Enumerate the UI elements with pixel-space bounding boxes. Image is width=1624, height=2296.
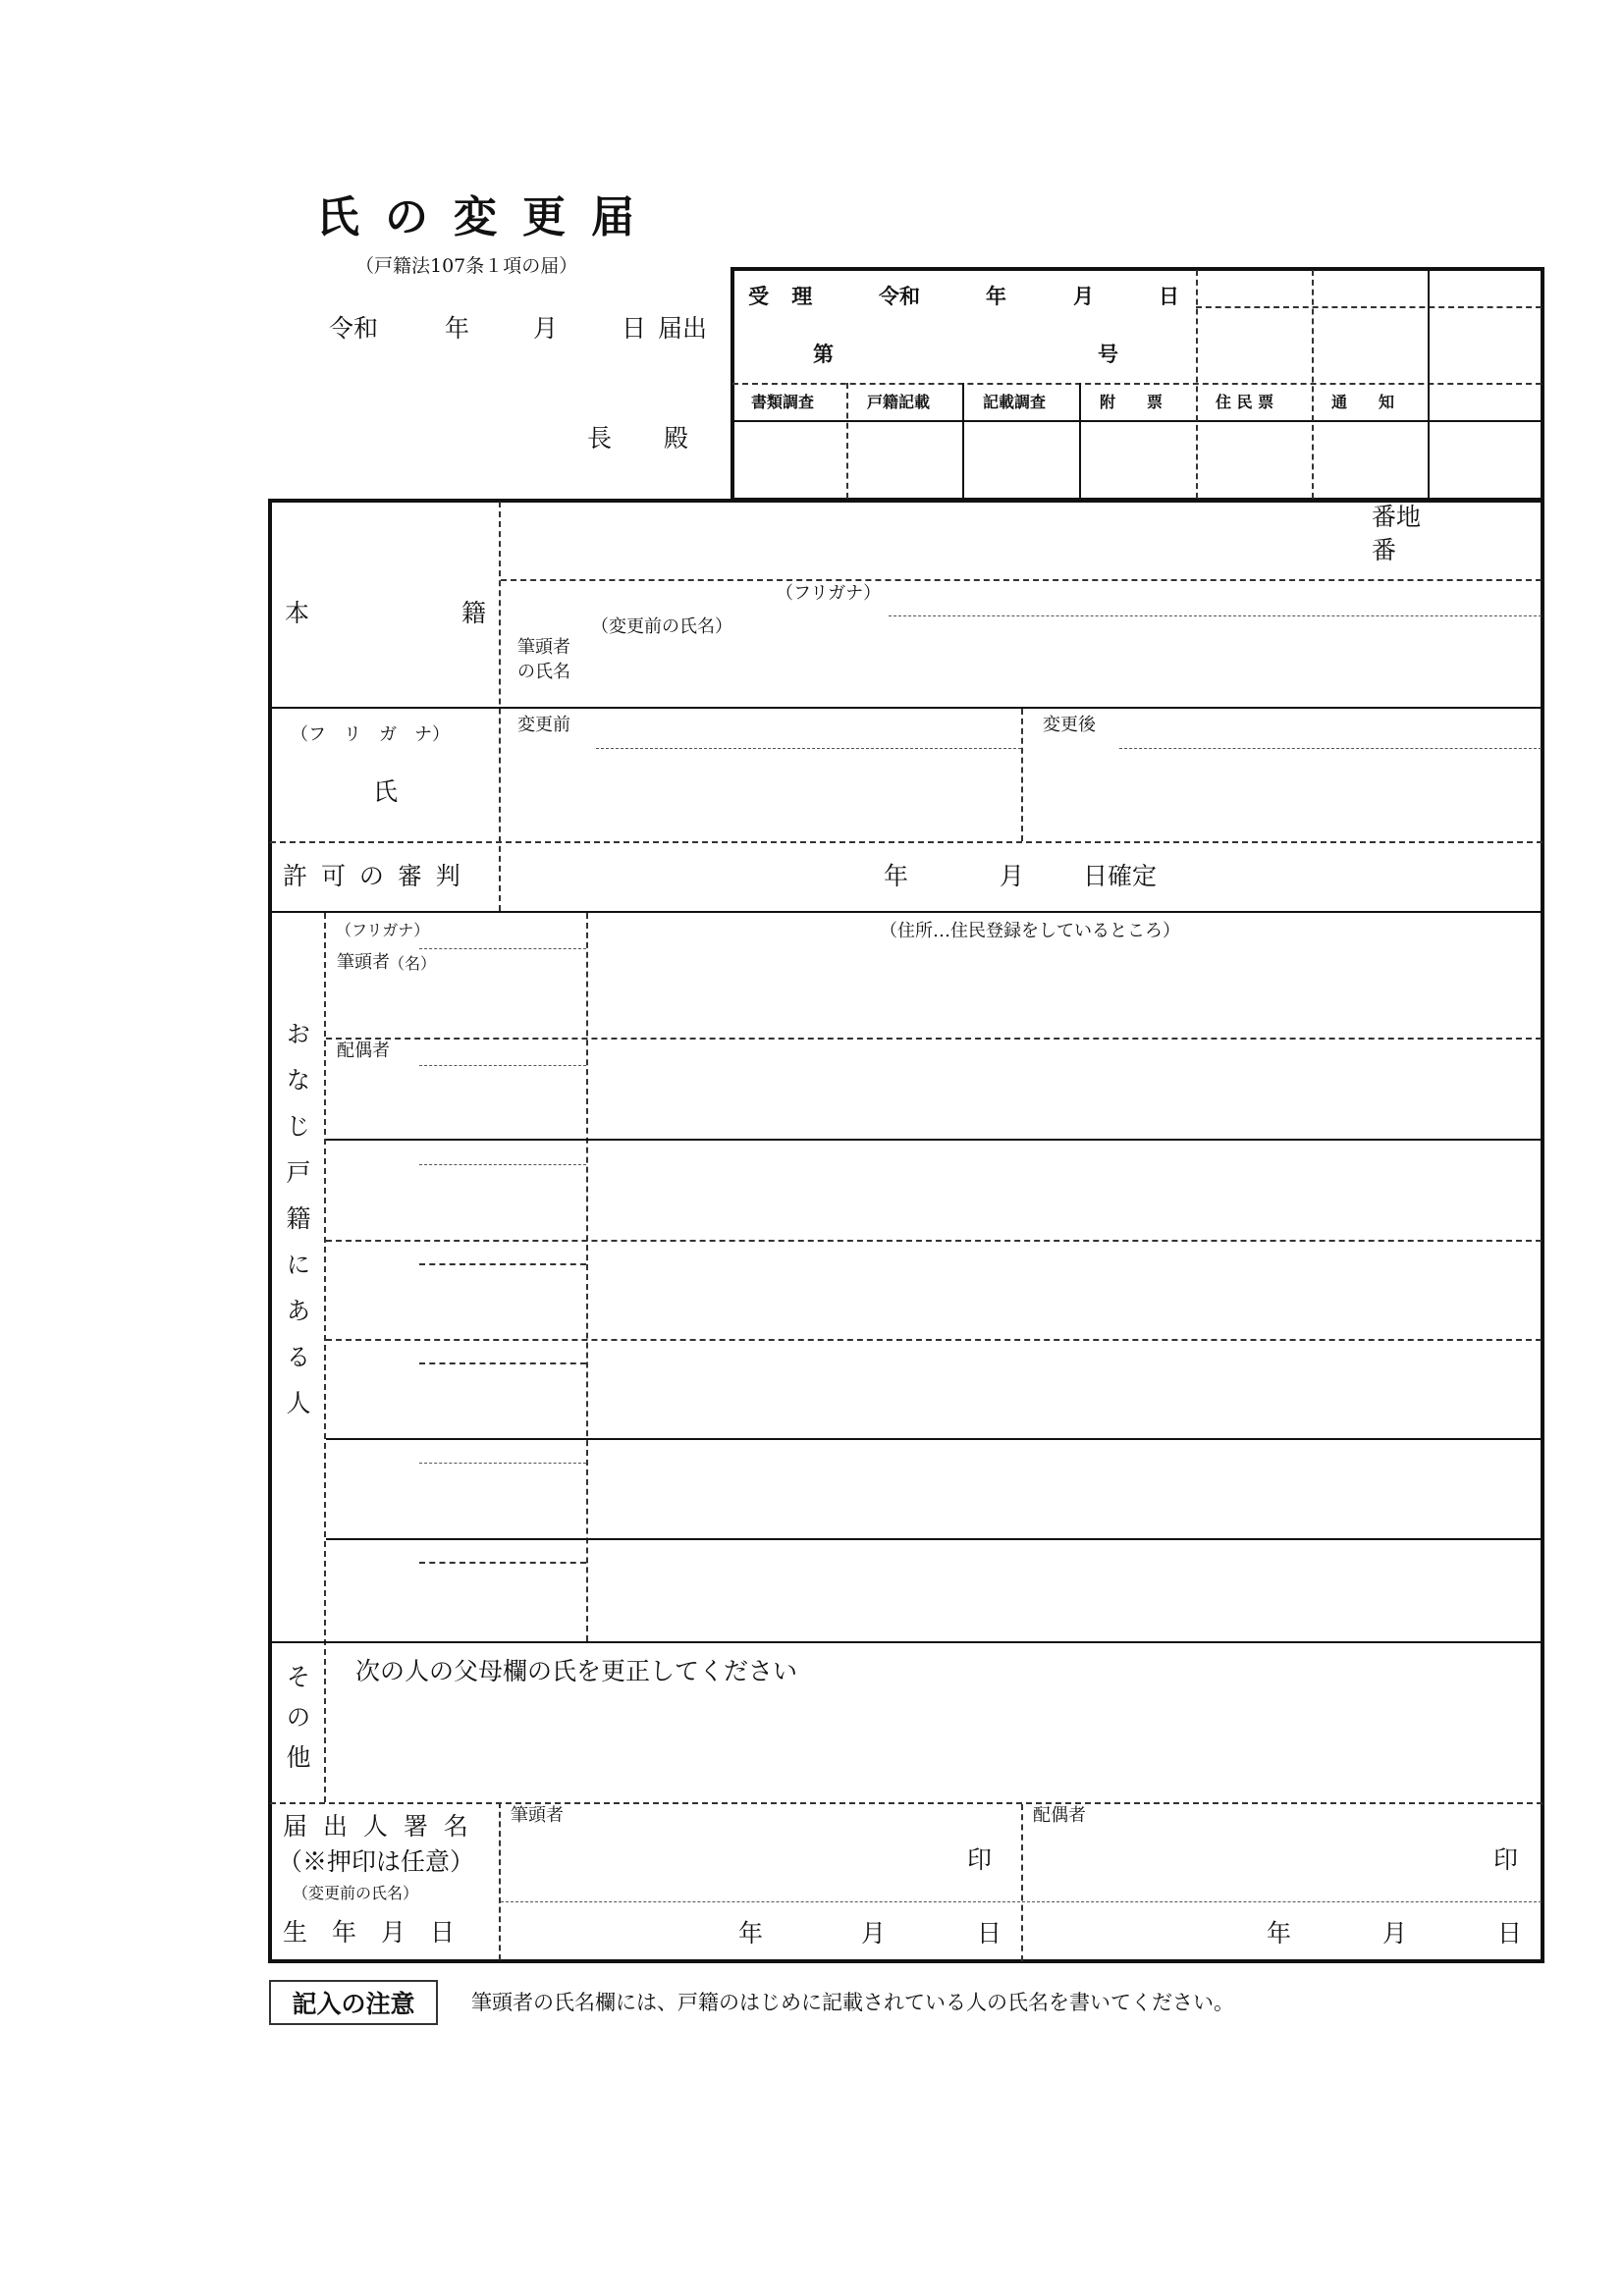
honseki-label-right: 籍: [461, 599, 487, 627]
banchi-label: 番地: [1372, 503, 1422, 531]
member-7-name-field[interactable]: [329, 1568, 582, 1636]
member-4-name-field[interactable]: [329, 1269, 582, 1334]
surname-label: 氏: [373, 777, 399, 806]
head-birth-day: 日: [977, 1919, 1002, 1948]
receipt-era: 令和: [879, 284, 920, 308]
col-resident-record: 住 民 票: [1216, 393, 1274, 411]
surname-before-furigana-field[interactable]: [596, 719, 1013, 744]
surname-after-field[interactable]: [1029, 756, 1537, 834]
col-document-check: 書類調査: [751, 393, 815, 411]
day-label: 日: [622, 314, 647, 343]
member-4-address-field[interactable]: [594, 1245, 1537, 1335]
birthdate-label: 生 年 月 日: [283, 1918, 456, 1947]
signature-label: 届 出 人 署 名: [283, 1812, 472, 1841]
submission-date: [329, 316, 722, 346]
addressee-label: 長 殿: [587, 424, 703, 453]
honseki-label-left: 本: [285, 599, 310, 627]
number-prefix: 第: [813, 342, 834, 366]
spouse-birthdate-field[interactable]: [1029, 1909, 1260, 1954]
spouse-birth-year: 年: [1267, 1919, 1292, 1948]
same-register-label: おなじ戸籍にある人: [283, 1021, 311, 1436]
number-suffix: 号: [1098, 342, 1118, 366]
addressee-field[interactable]: [329, 412, 574, 461]
signer-spouse-label: 配偶者: [1033, 1805, 1086, 1826]
permission-confirmed: 日確定: [1083, 862, 1158, 890]
receipt-year: 年: [986, 284, 1006, 308]
head-name-field[interactable]: [599, 643, 1537, 700]
other-text: 次の人の父母欄の氏を更正してください: [355, 1657, 798, 1685]
permission-label: 許 可 の 審 判: [283, 862, 463, 890]
year-label: 年: [445, 314, 470, 343]
receipt-field[interactable]: [746, 280, 1188, 373]
member-6-name-field[interactable]: [329, 1468, 582, 1533]
head-birth-year: 年: [738, 1919, 764, 1948]
surname-before-label: 変更前: [517, 715, 570, 735]
col-register-entry: 戸籍記載: [867, 393, 931, 411]
surname-after-furigana-field[interactable]: [1119, 719, 1537, 744]
form-title: 氏の変更届: [316, 192, 660, 242]
spouse-signature-field[interactable]: [1029, 1832, 1486, 1896]
submitted-label: 届出: [658, 314, 708, 343]
permission-date-field[interactable]: [506, 846, 1537, 905]
seal-optional-label: （※押印は任意）: [278, 1847, 475, 1876]
member-7-address-field[interactable]: [594, 1543, 1537, 1636]
col-entry-check: 記載調査: [983, 393, 1047, 411]
honseki-address-field[interactable]: [506, 506, 1360, 574]
member-3-name-field[interactable]: [329, 1170, 582, 1235]
member-3-address-field[interactable]: [594, 1144, 1537, 1235]
member-spouse-label: 配偶者: [337, 1041, 390, 1061]
form-subtitle: （戸籍法107条１項の届）: [355, 255, 578, 277]
spouse-birth-day: 日: [1497, 1919, 1523, 1948]
surname-before-field[interactable]: [506, 756, 1013, 834]
era-label: 令和: [329, 314, 379, 343]
ban-label: 番: [1372, 536, 1397, 564]
member-6-address-field[interactable]: [594, 1443, 1537, 1533]
signer-head-label: 筆頭者: [511, 1805, 564, 1826]
spouse-seal-mark: 印: [1493, 1845, 1519, 1874]
honseki-furigana-label: （フリガナ）: [776, 583, 882, 604]
surname-furigana-label: （フ リ ガ ナ）: [291, 724, 450, 745]
previous-name-label: （変更前の氏名）: [293, 1884, 419, 1902]
head-name-furigana-field[interactable]: [889, 587, 1537, 613]
head-birth-month: 月: [861, 1919, 887, 1948]
member-given-name-label: （名）: [389, 954, 437, 973]
spouse-birth-month: 月: [1382, 1919, 1408, 1948]
receipt-month: 月: [1073, 284, 1094, 308]
member-2-address-field[interactable]: [594, 1042, 1537, 1133]
member-furigana-label: （フリガナ）: [336, 921, 430, 939]
head-name-note: （変更前の氏名）: [591, 616, 732, 637]
entry-note-text: 筆頭者の氏名欄には、戸籍のはじめに記載されている人の氏名を書いてください。: [471, 1991, 1234, 2014]
member-5-name-field[interactable]: [329, 1368, 582, 1433]
receipt-day: 日: [1159, 284, 1179, 308]
col-notification: 通 知: [1331, 393, 1395, 411]
permission-year: 年: [884, 862, 909, 890]
head-signature-field[interactable]: [506, 1832, 957, 1896]
head-name-label-1: 筆頭者: [517, 637, 570, 658]
member-5-address-field[interactable]: [594, 1344, 1537, 1434]
address-note: （住所…住民登録をしているところ）: [880, 921, 1180, 941]
entry-note-label: 記入の注意: [292, 1990, 415, 2018]
month-label: 月: [533, 314, 559, 343]
col-attached-slip: 附 票: [1100, 393, 1164, 411]
permission-month: 月: [1000, 862, 1025, 890]
member-1-address-field[interactable]: [594, 947, 1537, 1034]
member-head-label: 筆頭者: [337, 952, 390, 973]
member-1-name-field[interactable]: [329, 972, 582, 1033]
entry-note-box: [269, 1980, 438, 2025]
head-name-label-2: の氏名: [517, 662, 570, 682]
other-label: その他: [283, 1664, 311, 1785]
head-seal-mark: 印: [967, 1845, 993, 1874]
member-2-name-field[interactable]: [329, 1072, 582, 1133]
surname-after-label: 変更後: [1043, 715, 1096, 735]
receipt-label: 受 理: [748, 284, 821, 308]
head-birthdate-field[interactable]: [506, 1909, 731, 1954]
other-field[interactable]: [334, 1693, 1537, 1796]
